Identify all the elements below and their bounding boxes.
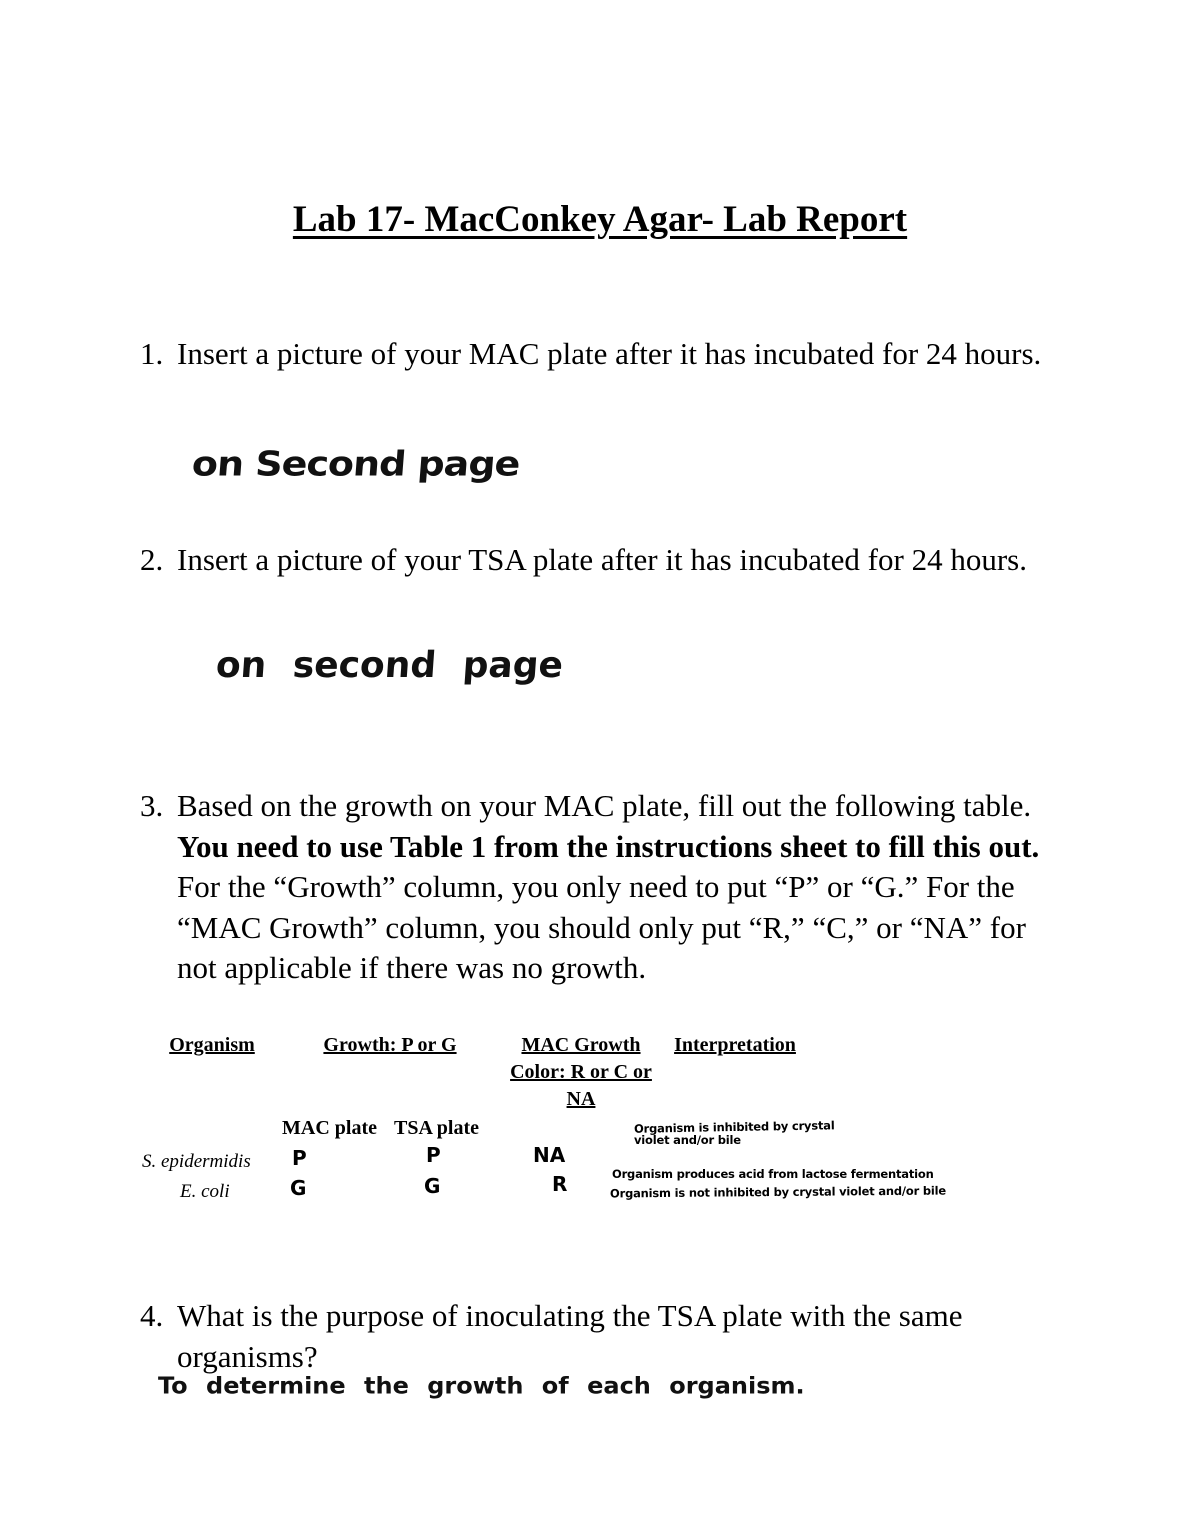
subheader-mac-plate: MAC plate [282, 1117, 377, 1139]
tsa-plate-growth: P [426, 1143, 441, 1167]
handwritten-answer-1: on Second page [190, 444, 522, 484]
question-1 [140, 334, 1060, 375]
handwritten-answer-4: To determine the growth of each organism. [158, 1372, 805, 1400]
question-text: Insert a picture of your TSA plate after it has incubated for 24 hours. [177, 542, 1027, 577]
mac-plate-growth: G [290, 1176, 307, 1200]
question-text: Insert a picture of your MAC plate after it has incubated for 24 hours. [177, 336, 1042, 371]
question-4 [140, 1296, 1060, 1377]
organism-name: E. coli [180, 1181, 230, 1202]
question-text: Based on the growth on your MAC plate, fill out the following table. You need to use Table 1 from the instructions sheet to fill this out. For the “Growth” column, you only need to put “P” or “G.” For the “MAC Growth” column, you should only put “R,” “C,” or “NA” for not applicable if there was no growth. [177, 788, 1040, 985]
header-growth: Growth: P or G [323, 1034, 457, 1056]
bold-instruction: You need to use Table 1 from the instructions sheet to fill this out. [177, 828, 1040, 864]
page-title: Lab 17- MacConkey Agar- Lab Report [292, 199, 908, 240]
question-number: 4. [140, 1298, 164, 1333]
question-2 [140, 540, 1060, 581]
question-text: What is the purpose of inoculating the TSA plate with the same organisms? [177, 1298, 963, 1374]
question-3 [140, 786, 1060, 989]
mac-growth-color: R [552, 1172, 568, 1196]
header-organism: Organism [169, 1034, 255, 1056]
organism-name: S. epidermidis [142, 1151, 251, 1172]
interpretation-line: Organism is not inhibited by crystal violet and/or bile [609, 1183, 947, 1201]
question-number: 1. [140, 336, 164, 371]
mac-plate-growth: P [292, 1146, 307, 1170]
question-number: 3. [140, 788, 164, 823]
subheader-tsa-plate: TSA plate [394, 1117, 480, 1139]
header-interpretation: Interpretation [674, 1034, 796, 1056]
handwritten-answer-2: on second page [214, 645, 565, 686]
header-mac-growth: MAC Growth Color: R or C or NA [510, 1034, 652, 1110]
interpretation-line: violet and/or bile [634, 1133, 741, 1147]
interpretation-line: Organism produces acid from lactose fermentation [612, 1167, 934, 1181]
interpretation-line: Organism is inhibited by crystal [633, 1118, 835, 1136]
tsa-plate-growth: G [424, 1174, 441, 1198]
mac-growth-color: NA [533, 1143, 566, 1167]
question-number: 2. [140, 542, 164, 577]
